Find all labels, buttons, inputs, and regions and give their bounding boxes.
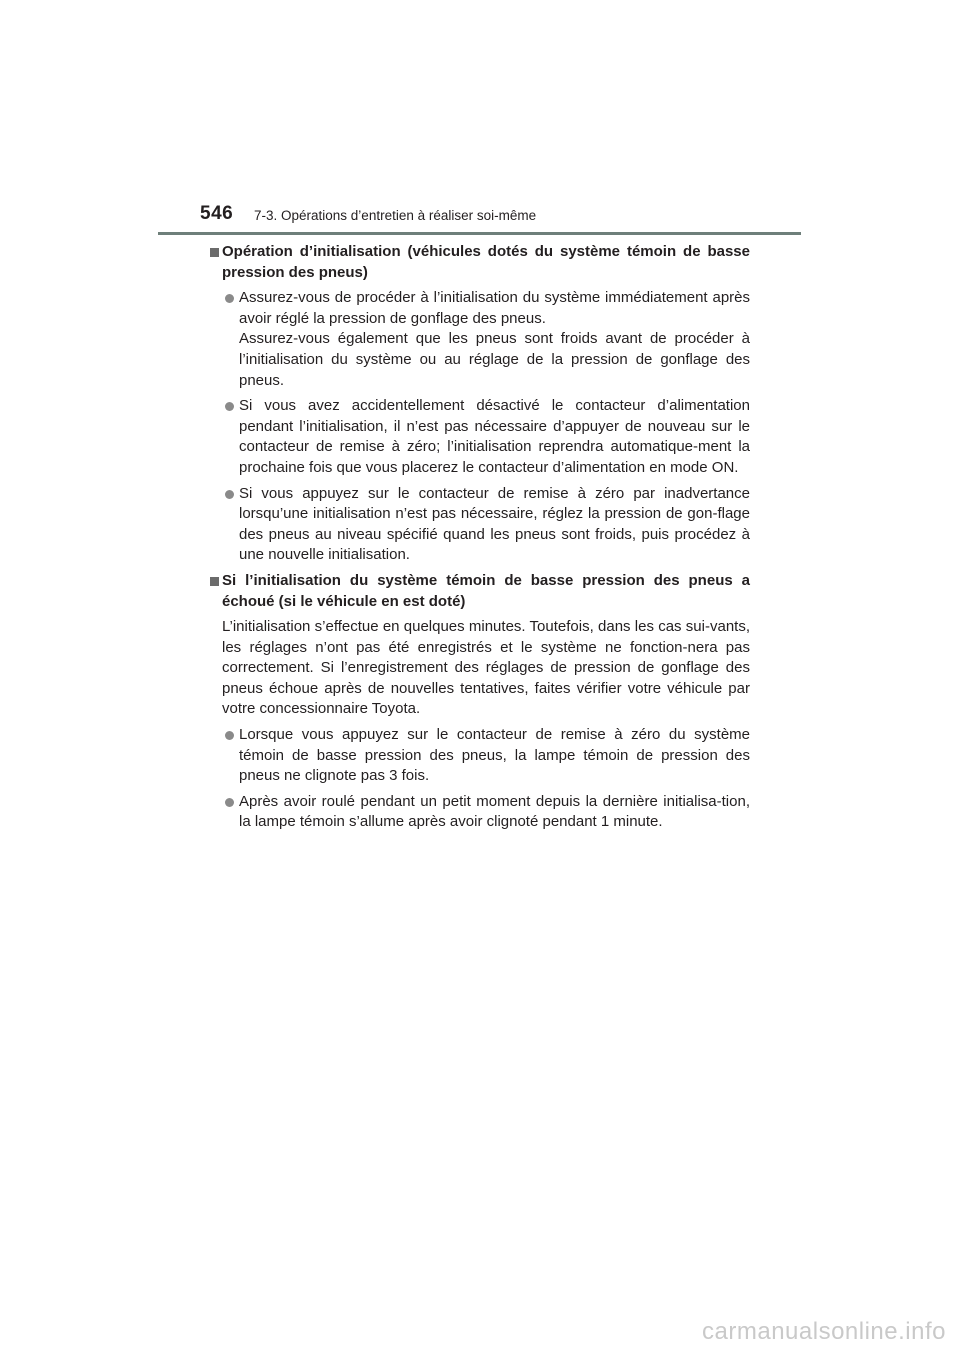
round-bullet-icon [225, 402, 234, 411]
bullet-text: Après avoir roulé pendant un petit moment depuis la dernière initialisa-tion, la lampe témoin s’allume après avoir clignoté pendant 1 minute. [239, 792, 750, 831]
page-header [0, 0, 960, 240]
section-heading [210, 242, 750, 283]
round-bullet-icon [225, 731, 234, 740]
bullet-item [210, 396, 750, 478]
bullet-item [210, 484, 750, 566]
bullet-text: Lorsque vous appuyez sur le contacteur de remise à zéro du système témoin de basse pression des pneus, la lampe témoin de pression des pneus ne clignote pas 3 fois. [239, 726, 750, 785]
bullet-text: Assurez-vous de procéder à l’initialisation du système immédiatement après avoir réglé la pression de gonflage des pneus. [239, 289, 750, 327]
section-title: 7-3. Opérations d’entretien à réaliser soi-même [254, 208, 537, 223]
round-bullet-icon [225, 798, 234, 807]
section-heading-text: Opération d’initialisation (véhicules dotés du système témoin de basse pression des pneus) [222, 243, 750, 281]
round-bullet-icon [225, 490, 234, 499]
watermark: carmanualsonline.info [702, 1318, 946, 1345]
square-bullet-icon [210, 248, 219, 257]
square-bullet-icon [210, 577, 219, 586]
page-content [210, 242, 750, 838]
header-divider [158, 232, 801, 235]
bullet-text: Assurez-vous également que les pneus sont froids avant de procéder à l’initialisation du système ou au réglage de la pression de gonflage des pneus. [239, 330, 750, 389]
bullet-text: Si vous appuyez sur le contacteur de remise à zéro par inadvertance lorsqu’une initialisation n’est pas nécessaire, réglez la pression de gon-flage des pneus au niveau spécifié quand les pneus sont froids, puis procédez à une nouvelle initialisation. [239, 484, 750, 564]
bullet-item [210, 792, 750, 833]
section-heading [210, 571, 750, 612]
round-bullet-icon [225, 294, 234, 303]
bullet-text: Si vous avez accidentellement désactivé le contacteur d’alimentation pendant l’initialisation, il n’est pas nécessaire d’appuyer de nouveau sur le contacteur de remise à zéro; l’initialisation reprendra automatique-ment la prochaine fois que vous placerez le contacteur d’alimentation en mode ON. [239, 397, 750, 476]
section-heading-text: Si l’initialisation du système témoin de basse pression des pneus a échoué (si le véhicule en est doté) [222, 571, 750, 610]
page-number: 546 [200, 203, 234, 224]
body-paragraph [210, 617, 750, 720]
paragraph-text: L’initialisation s’effectue en quelques minutes. Toutefois, dans les cas sui-vants, les réglages n’ont pas été enregistrés et le système ne fonction-nera pas correctement. Si l’enregistrement des réglages de pression de gonflage des pneus échoue après de nouvelles tentatives, faites vérifier votre véhicule par votre concessionnaire Toyota. [222, 618, 750, 718]
bullet-item [210, 725, 750, 787]
bullet-item [210, 288, 750, 391]
